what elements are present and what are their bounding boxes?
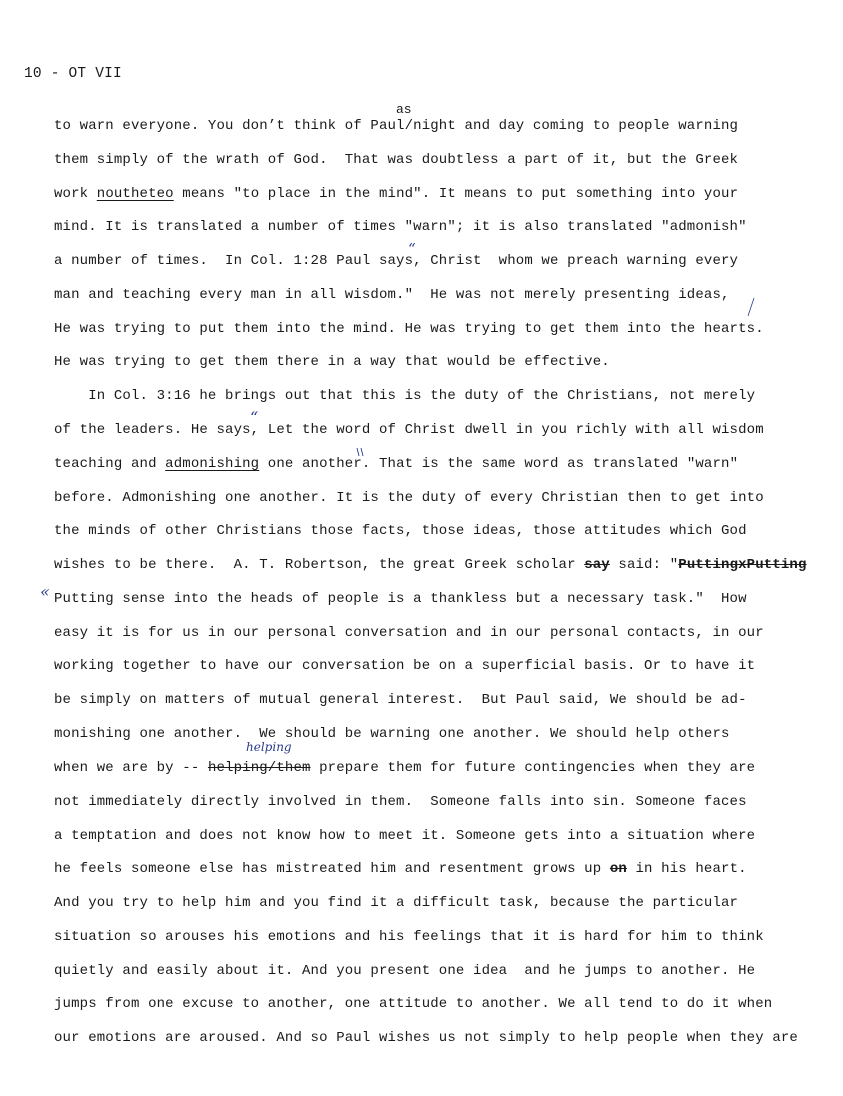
text-line-6: man and teaching every man in all wisdom." He was not merely presenting ideas, — [54, 287, 730, 303]
struck-word: say — [584, 557, 610, 573]
text-fragment: means "to place in the mind". It means to put something into your — [173, 186, 739, 202]
text-line-11 — [54, 456, 738, 472]
page-header: 10 - OT VII — [24, 66, 122, 82]
text-line-15: Putting sense into the heads of people is a thankless but a necessary task." How — [54, 591, 747, 607]
text-fragment: one another. That is the same word as translated "warn" — [259, 456, 739, 472]
text-fragment: he feels someone else has mistreated him and resentment grows up — [54, 861, 610, 877]
text-line-12: before. Admonishing one another. It is the duty of every Christian then to get into — [54, 490, 764, 506]
text-line-28: our emotions are aroused. And so Paul wishes us not simply to help people when they are — [54, 1030, 798, 1046]
text-line-13: the minds of other Christians those facts, those ideas, those attitudes which God — [54, 523, 747, 539]
text-line-25: situation so arouses his emotions and his feelings that it is hard for him to think — [54, 929, 764, 945]
interlinear-insertion: as — [396, 102, 412, 117]
text-line-9: In Col. 3:16 he brings out that this is the duty of the Christians, not merely — [54, 388, 756, 404]
text-line-21: not immediately directly involved in them. Someone falls into sin. Someone faces — [54, 794, 747, 810]
text-line-19: monishing one another. We should be warning one another. We should help others — [54, 726, 730, 742]
handwritten-quote-mark: “ — [408, 240, 416, 258]
text-line-27: jumps from one excuse to another, one attitude to another. We all tend to do it when — [54, 996, 773, 1012]
text-fragment: work — [54, 186, 97, 202]
underlined-word: admonishing — [165, 456, 260, 472]
struck-word: on — [609, 861, 627, 877]
text-line-17: working together to have our conversation be on a superficial basis. Or to have it — [54, 658, 756, 674]
text-fragment: in his heart. — [626, 861, 747, 877]
text-line-18: be simply on matters of mutual general interest. But Paul said, We should be ad- — [54, 692, 747, 708]
struck-word: PuttingxPutting — [678, 557, 807, 573]
text-line-10: of the leaders. He says, Let the word of Christ dwell in you richly with all wisdom — [54, 422, 764, 438]
text-line-20 — [54, 760, 755, 776]
text-fragment: when we are by -- — [54, 760, 208, 776]
text-line-16: easy it is for us in our personal conversation and in our personal contacts, in our — [54, 625, 764, 641]
struck-word: helping/them — [207, 760, 311, 776]
text-line-4: mind. It is translated a number of times "warn"; it is also translated "admonish" — [54, 219, 747, 235]
text-fragment: wishes to be there. A. T. Robertson, the great Greek scholar — [54, 557, 585, 573]
text-line-23 — [54, 861, 747, 877]
text-line-24: And you try to help him and you find it a difficult task, because the particular — [54, 895, 739, 911]
handwritten-quote-mark: “ — [250, 408, 259, 427]
text-fragment: teaching and — [54, 456, 166, 472]
text-line-26: quietly and easily about it. And you present one idea and he jumps to another. He — [54, 963, 756, 979]
text-line-5: a number of times. In Col. 1:28 Paul says, Christ whom we preach warning every — [54, 253, 739, 269]
text-fragment: said: " — [609, 557, 679, 573]
handwritten-margin-quote: « — [40, 582, 50, 601]
text-line-1: to warn everyone. You don’t think of Paul/night and day coming to people warning — [54, 118, 739, 134]
pen-mark-icon — [744, 296, 758, 318]
greek-term: noutheteo — [96, 186, 174, 202]
text-line-22: a temptation and does not know how to meet it. Someone gets into a situation where — [54, 828, 756, 844]
text-line-8: He was trying to get them there in a way that would be effective. — [54, 354, 610, 370]
text-fragment: prepare them for future contingencies when they are — [310, 760, 756, 776]
text-line-3 — [54, 186, 738, 202]
pen-mark-icon — [354, 446, 366, 460]
text-line-2: them simply of the wrath of God. That was doubtless a part of it, but the Greek — [54, 152, 739, 168]
text-line-7: He was trying to put them into the mind. He was trying to get them into the hearts. — [54, 321, 764, 337]
text-line-14 — [54, 557, 807, 573]
handwritten-insertion: helping — [246, 740, 292, 754]
